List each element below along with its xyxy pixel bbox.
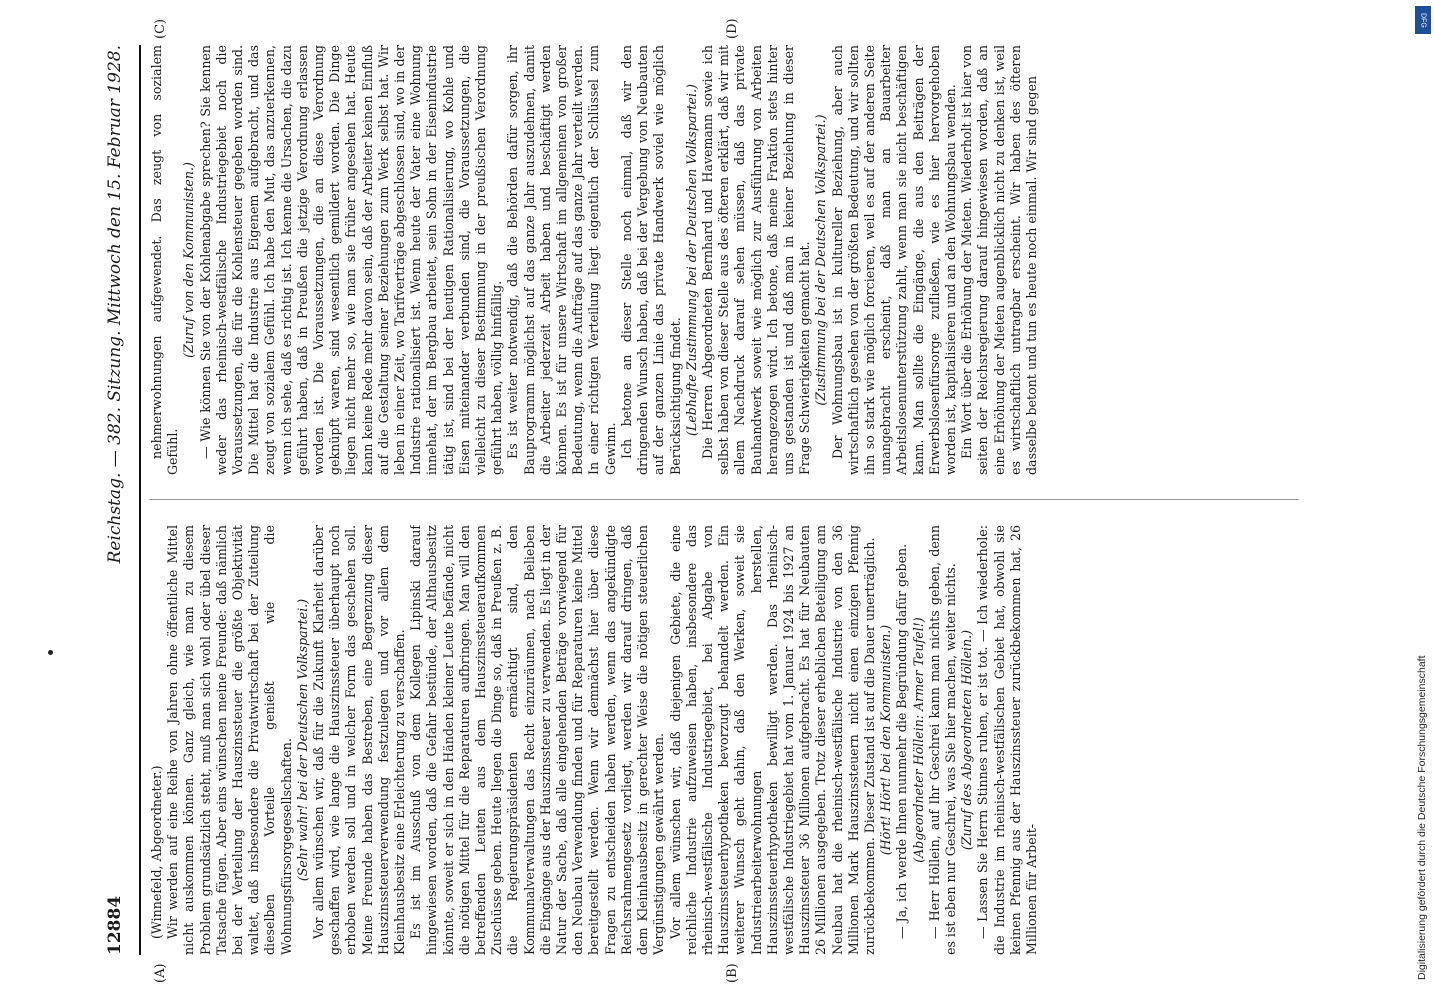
paragraph: Ich betone an dieser Stelle noch einmal, daß wir den dringenden Wunsch haben, daß bei der Vergebung von Neubauten auf der ganzen Linie das private Handwerk soviel wie möglich Berücksichtigung findet.: [618, 45, 683, 475]
header-rule: [139, 45, 141, 955]
margin-marker-b: (B): [725, 963, 740, 983]
dfg-logo: DFG: [1415, 6, 1431, 34]
interjection: (Lebhafte Zustimmung bei der Deutschen Volkspartei.): [683, 84, 699, 436]
interjection: (Abgeordneter Höllein: Armer Teufel!): [910, 617, 926, 863]
paragraph: Der Wohnungsbau ist in kultureller Beziehung, aber auch wirtschaftlich gesehen von der größten Bedeutung, und wir sollten ihn so stark wie möglich forcieren, weil es auf der anderen Seite unangebracht erscheint, daß man an Bauarbeiter Arbeitslosenunterstützung zahlt, wenn man sie nicht beschäftigen kann. Man sollte die Eingänge, die aus den Beiträgen der Erwerbslosenfürsorge zufließen, wie es hier hervorgehoben worden ist, kapitalisieren und an den Wohnungsbau wenden.: [829, 45, 958, 475]
paragraph: nehmerwohnungen aufgewendet. Das zeugt von sozialem Gefühl.: [149, 45, 181, 475]
paragraph: — Ja, ich werde Ihnen nunmehr die Begründung dafür geben.: [894, 543, 910, 939]
margin-marker-c: (C): [153, 18, 168, 39]
column-separator: [149, 499, 1299, 500]
page-title: Reichstag. — 382. Sitzung. Mittwoch den 15. Februar 1928.: [105, 45, 125, 564]
paragraph: Es ist weiter notwendig, daß die Behörden dafür sorgen, ihr Bauprogramm möglichst auf das ganze Jahr auszudehnen, damit die Arbeiter jederzeit Arbeit haben und beschäftigt werden können. Es ist für unsere Wirtschaft im allgemeinen von großer Bedeutung, wenn die Aufträge auf das ganze Jahr verteilt werden. In einer richtigen Verteilung liegt eigentlich der Schlüssel zum Gewinn.: [505, 45, 618, 475]
page-number: 12884: [105, 895, 125, 955]
digitization-credit: Digitalisierung gefördert durch die Deutsche Forschungsgemeinschaft: [1416, 655, 1428, 980]
paragraph: Vor allem wünschen wir, daß für die Zukunft Klarheit darüber geschaffen wird, wie lange die Hauszinssteuer überhaupt noch erhoben werden soll und in welcher Form das geschehen soll. Meine Freunde haben das Bestreben, eine Begrenzung dieser Hauszinssteuerverwendung festzulegen und vor allem dem Kleinhausbesitz eine Erleichterung zu verschaffen.: [311, 525, 408, 955]
right-column: [149, 45, 1299, 475]
interjection: (Zustimmung bei der Deutschen Volkspartei.): [813, 114, 829, 406]
digitization-sidebar: [1412, 0, 1434, 1000]
paragraph: — Herr Höllein, auf Ihr Geschrei kann man nichts geben, denn es ist eben nur Geschrei, was Sie hier machen, weiter nichts.: [926, 525, 958, 955]
interjection: (Zuruf von den Kommunisten.): [181, 162, 197, 358]
document-page: [105, 18, 1305, 983]
paragraph: Ein Wort über die Erhöhung der Mieten. Wiederholt ist hier von seiten der Reichsregierung darauf hingewiesen worden, daß an eine Erhöhung der Mieten augenblicklich nicht zu denken ist, weil es wirtschaftlich untragbar erscheint. Wir haben des öfteren dasselbe betont und tun es heute noch einmal. Wir sind gegen: [959, 45, 1039, 475]
interjection: (Zuruf des Abgeordneten Höllein.): [959, 629, 975, 851]
margin-marker-d: (D): [725, 18, 740, 39]
margin-marker-a: (A): [153, 963, 168, 983]
paragraph: — Lassen Sie Herrn Stinnes ruhen, er ist tot. — Ich wiederhole: die Industrie im rheinisch-westfälischen Gebiet hat, obwohl sie keinen Pfennig aus der Hauszinssteuer zurückbekommen hat, 26 Millionen für Arbeit-: [975, 525, 1039, 955]
interjection: (Sehr wahr! bei der Deutschen Volkspartei.): [294, 598, 310, 882]
paragraph: — Wie können Sie von der Kohlenabgabe sprechen? Sie kennen weder das rheinisch-westfälische Industriegebiet noch die Voraussetzungen, die für die Kohlensteuer gegeben worden sind. Die Mittel hat die Industrie aus Eigenem aufgebracht, und das zeugt von sozialem Gefühl. Ich habe den Mut, das anzuerkennen, wenn ich sehe, daß es richtig ist. Ich kenne die Ursachen, die dazu geführt haben, daß in Preußen die jetzige Verordnung erlassen worden ist. Die Voraussetzungen, die an diese Verordnung geknüpft waren, sind wesentlich gemildert worden. Die Dinge liegen nicht mehr so, wie man sie früher angesehen hat. Heute kann keine Rede mehr davon sein, daß der Arbeiter keinen Einfluß auf die Gestaltung seiner Beziehungen zum Werk selbst hat. Wir leben in einer Zeit, wo Tarifverträge abgeschlossen sind, wo in der Industrie rationalisiert ist. Wenn heute der Vater eine Wohnung innehat, der im Bergbau arbeitet, sein Sohn in der Eisenindustrie tätig ist, sind bei der heutigen Rationalisierung, wo Kohle und Eisen miteinander verbunden sind, die Voraussetzungen, die vielleicht zu dieser Bestimmung in der preußischen Verordnung geführt haben, völlig hinfällig.: [197, 45, 505, 475]
paragraph: Wir werden auf eine Reihe von Jahren ohne öffentliche Mittel nicht auskommen können. Ganz gleich, wie man zu diesem Problem grundsätzlich steht, muß man sich wohl oder übel dieser Tatsache fügen. Aber eins wünschen meine Freunde: daß nämlich bei der Verteilung der Hauszinssteuer die größte Objektivität waltet, daß insbesondere die Privatwirtschaft bei der Zuteilung dieselben Vorteile genießt wie die Wohnungsfürsorgegesellschaften.: [165, 525, 294, 955]
paragraph: Es ist im Ausschuß von dem Kollegen Lipinski darauf hingewiesen worden, daß die Gefahr bestünde, der Althausbesitz könnte, soweit er sich in den Händen kleiner Leute befände, nicht die nötigen Mittel für die Reparaturen aufbringen. Man will den betreffenden Leuten aus dem Hauszinssteueraufkommen Zuschüsse geben. Heute liegen die Dinge so, daß in Preußen z. B. die Regierungspräsidenten ermächtigt sind, den Kommunalverwaltungen das Recht einzuräumen, nach Belieben die Eingänge aus der Hauszinssteuer zu verwenden. Es liegt in der Natur der Sache, daß alle eingehenden Beträge vorwiegend für den Neubau Verwendung finden und für Reparaturen keine Mittel bereitgestellt werden. Wenn wir demnächst hier über diese Fragen zu entscheiden haben werden, wenn das angekündigte Reichsrahmengesetz vorliegt, werden wir darauf dringen, daß dem Kleinhausbesitz in gerechter Weise die nötigen steuerlichen Vergünstigungen gewährt werden.: [408, 525, 667, 955]
paragraph: Die Herren Abgeordneten Bernhard und Havemann sowie ich selbst haben von dieser Stelle aus des öfteren erklärt, daß wir mit allem Nachdruck darauf sehen müssen, daß das private Bauhandwerk soweit wie möglich zur Ausführung von Arbeiten herangezogen wird. Ich betone, daß meine Fraktion stets hinter uns gestanden ist und daß man in keiner Beziehung in dieser Frage Schwierigkeiten gemacht hat.: [699, 45, 813, 475]
interjection: (Hört! Hört! bei den Kommunisten.): [878, 624, 894, 856]
speaker-line: (Winnefeld, Abgeordneter.): [149, 765, 164, 939]
paragraph: Vor allem wünschen wir, daß diejenigen Gebiete, die eine reichliche Industrie aufzuweisen haben, insbesondere das rheinisch-westfälische Industriegebiet, bei Abgabe von Hauszinssteuerhypotheken bevorzugt behandelt werden. Ein weiterer Wunsch geht dahin, daß den Werken, soweit sie Industriearbeiterwohnungen herstellen, Hauszinssteuerhypotheken bewilligt werden. Das rheinisch-westfälische Industriegebiet hat vom 1. Januar 1924 bis 1927 an Hauszinssteuer 36 Millionen aufgebracht. Es hat für Neubauten 26 Millionen ausgegeben. Trotz dieser erheblichen Beteiligung am Neubau hat die rheinisch-westfälische Industrie von den 36 Millionen Mark Hauszinssteuern nicht einen einzigen Pfennig zurückbekommen. Dieser Zustand ist auf die Dauer unerträglich.: [667, 525, 877, 955]
left-column: [149, 525, 1299, 955]
scan-speck: [48, 650, 53, 655]
page-header: [105, 45, 139, 955]
